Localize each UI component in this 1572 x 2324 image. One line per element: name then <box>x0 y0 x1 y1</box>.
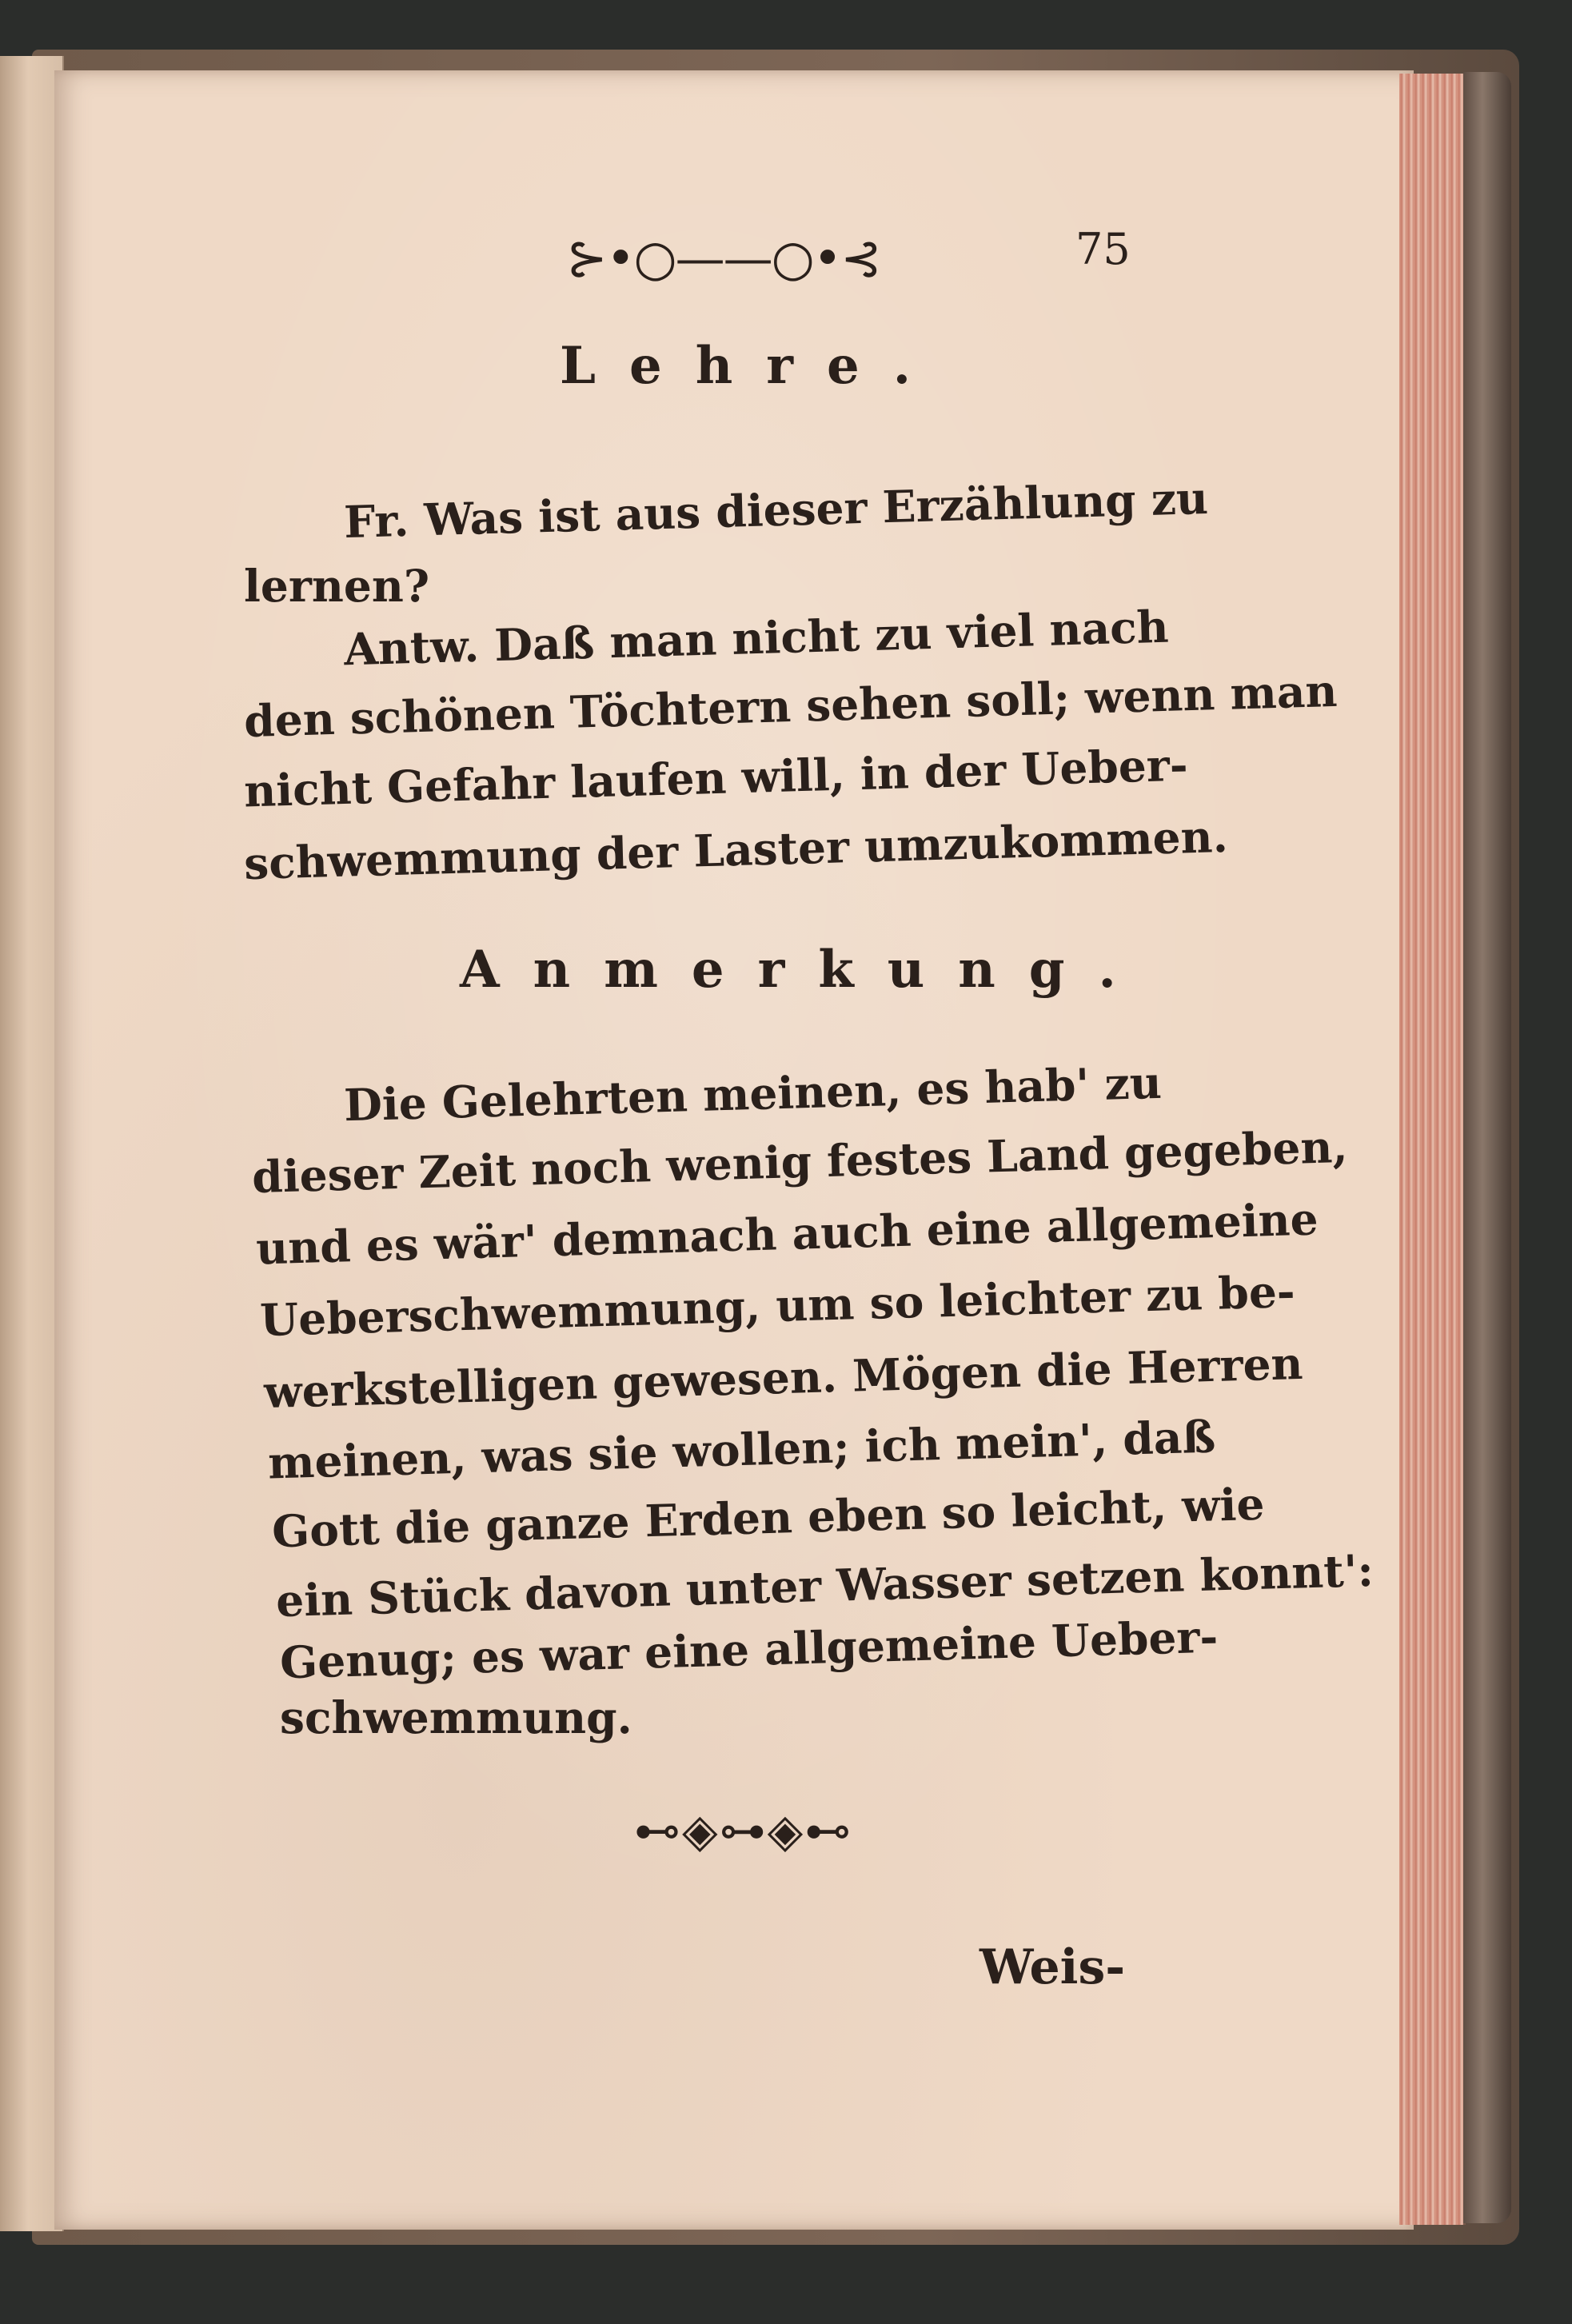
catchword: Weis- <box>980 1939 1126 1995</box>
text-line: schwemmung der Laster umzukommen. <box>243 809 1229 890</box>
text-line: den schönen Töchtern sehen soll; wenn man <box>243 664 1339 748</box>
text-line: dieser Zeit noch wenig festes Land gegeben, <box>251 1120 1349 1204</box>
text-line: Die Gelehrten meinen, es hab' zu <box>343 1056 1163 1132</box>
text-line: ein Stück davon unter Wasser setzen konnt': <box>275 1543 1375 1627</box>
text-line: Antw. Daß man nicht zu viel nach <box>343 600 1170 676</box>
text-line: Gott die ganze Erden eben so leicht, wie <box>271 1477 1266 1558</box>
tailpiece-ornament: ⊷◈⊶◈⊷ <box>634 1803 853 1858</box>
text-line: Fr. Was ist aus dieser Erzählung zu <box>343 471 1209 549</box>
text-line: meinen, was sie wollen; ich mein', daß <box>267 1410 1216 1489</box>
text-line: schwemmung. <box>280 1691 632 1743</box>
text-line: und es wär' demnach auch eine allgemeine <box>255 1192 1319 1275</box>
header-ornament: ⊱•○——○•⊰ <box>566 229 881 287</box>
page-number: 75 <box>1075 224 1131 274</box>
text-line: werkstelligen gewesen. Mögen die Herren <box>263 1336 1304 1419</box>
book-spine-edge <box>1463 72 1511 2223</box>
text-line: Ueberschwemmung, um so leichter zu be- <box>259 1264 1296 1347</box>
text-line: Genug; es war eine allgemeine Ueber- <box>279 1610 1219 1689</box>
heading-anmerkung: Anmerkung. <box>460 940 1150 1000</box>
text-line: nicht Gefahr laufen will, in der Ueber- <box>243 738 1189 817</box>
page-edges <box>1399 74 1466 2225</box>
heading-lehre: Lehre. <box>560 336 944 396</box>
text-line: lernen? <box>244 560 430 612</box>
